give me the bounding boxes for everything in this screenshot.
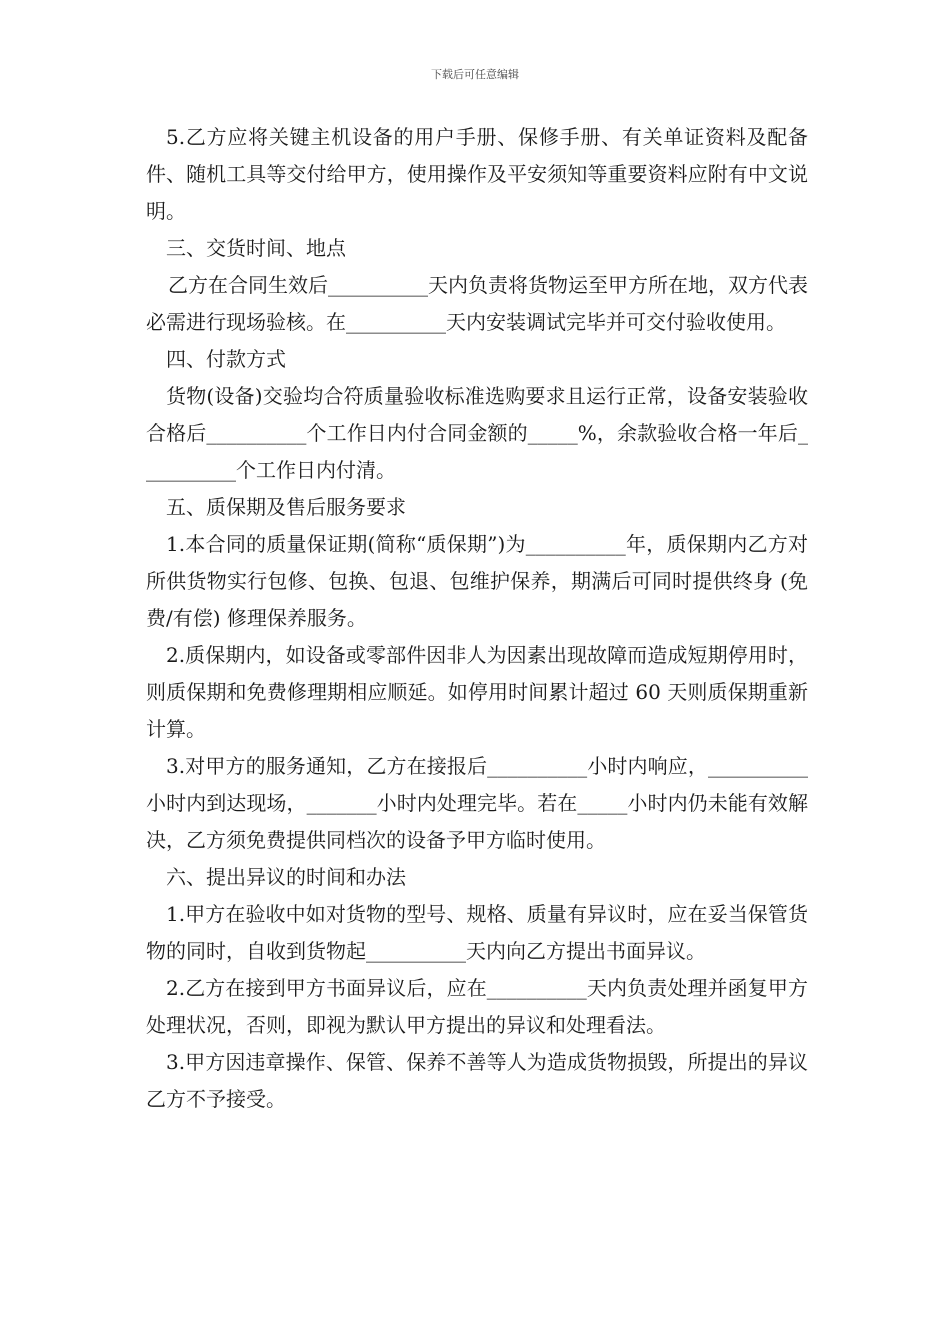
section-heading-warranty: 五、质保期及售后服务要求 [166,495,406,519]
objection-clause-3: 3.甲方因违章操作、保管、保养不善等人为造成货物损毁，所提出的异议乙方不予接受。 [146,1050,808,1111]
delivery-clause: 乙方在合同生效后__________天内负责将货物运至甲方所在地，双方代表必需进行现场验核。在__________天内安装调试完毕并可交付验收使用。 [146,273,808,334]
page-header-note: 下载后可任意编辑 [431,68,519,81]
section-heading-payment: 四、付款方式 [166,347,286,371]
document-body [146,119,808,1118]
warranty-clause-1: 1.本合同的质量保证期(简称“质保期”)为__________年，质保期内乙方对所供货物实行包修、包换、包退、包维护保养，期满后可同时提供终身 (免费/有偿) 修理保养服务。 [146,532,808,630]
section-heading-delivery: 三、交货时间、地点 [166,236,346,260]
clause-5-documents: 5.乙方应将关键主机设备的用户手册、保修手册、有关单证资料及配备件、随机工具等交付给甲方，使用操作及平安须知等重要资料应附有中文说明。 [146,125,808,223]
payment-clause: 货物(设备)交验均合符质量验收标准选购要求且运行正常，设备安装验收合格后__________个工作日内付合同金额的_____%，余款验收合格一年后__________个工作日内付清。 [146,384,808,482]
section-heading-objection: 六、提出异议的时间和办法 [166,865,406,889]
warranty-clause-3: 3.对甲方的服务通知，乙方在接报后__________小时内响应，__________小时内到达现场，_______小时内处理完毕。若在_____小时内仍未能有效解决，乙方须免费提供同档次的设备予甲方临时使用。 [146,754,808,852]
objection-clause-2: 2.乙方在接到甲方书面异议后，应在__________天内负责处理并函复甲方处理状况，否则，即视为默认甲方提出的异议和处理看法。 [146,976,808,1037]
objection-clause-1: 1.甲方在验收中如对货物的型号、规格、质量有异议时，应在妥当保管货物的同时，自收到货物起__________天内向乙方提出书面异议。 [146,902,808,963]
warranty-clause-2: 2.质保期内，如设备或零部件因非人为因素出现故障而造成短期停用时，则质保期和免费修理期相应顺延。如停用时间累计超过 60 天则质保期重新计算。 [146,643,808,741]
